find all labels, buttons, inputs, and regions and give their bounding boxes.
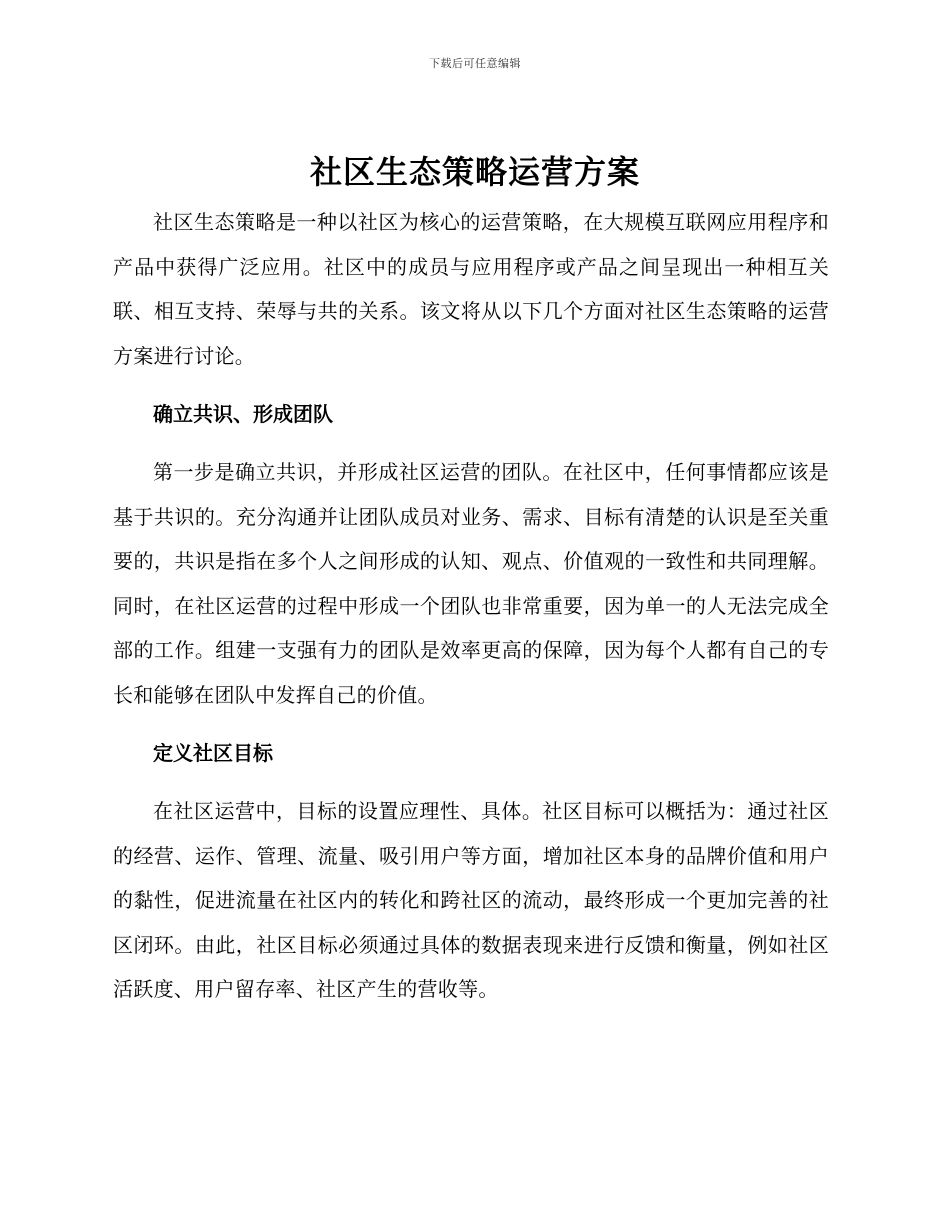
- header-note: 下载后可任意编辑: [429, 57, 521, 70]
- section-body-consensus: 第一步是确立共识，并形成社区运营的团队。在社区中，任何事情都应该是基于共识的。充分沟通并让团队成员对业务、需求、目标有清楚的认识是至关重要的，共识是指在多个人之间形成的认知、观点、价值观的一致性和共同理解。同时，在社区运营的过程中形成一个团队也非常重要，因为单一的人无法完成全部的工作。组建一支强有力的团队是效率更高的保障，因为每个人都有自己的专长和能够在团队中发挥自己的价值。: [113, 460, 829, 707]
- section-heading-consensus: 确立共识、形成团队: [153, 402, 333, 426]
- document-body: [113, 200, 829, 1012]
- section-body-goals: 在社区运营中，目标的设置应理性、具体。社区目标可以概括为：通过社区的经营、运作、管理、流量、吸引用户等方面，增加社区本身的品牌价值和用户的黏性，促进流量在社区内的转化和跨社区的流动，最终形成一个更加完善的社区闭环。由此，社区目标必须通过具体的数据表现来进行反馈和衡量，例如社区活跃度、用户留存率、社区产生的营收等。: [113, 799, 829, 1001]
- document-title: 社区生态策略运营方案: [309, 153, 640, 191]
- section-heading-goals: 定义社区目标: [153, 741, 273, 765]
- intro-paragraph: 社区生态策略是一种以社区为核心的运营策略，在大规模互联网应用程序和产品中获得广泛应用。社区中的成员与应用程序或产品之间呈现出一种相互关联、相互支持、荣辱与共的关系。该文将从以下几个方面对社区生态策略的运营方案进行讨论。: [113, 210, 829, 368]
